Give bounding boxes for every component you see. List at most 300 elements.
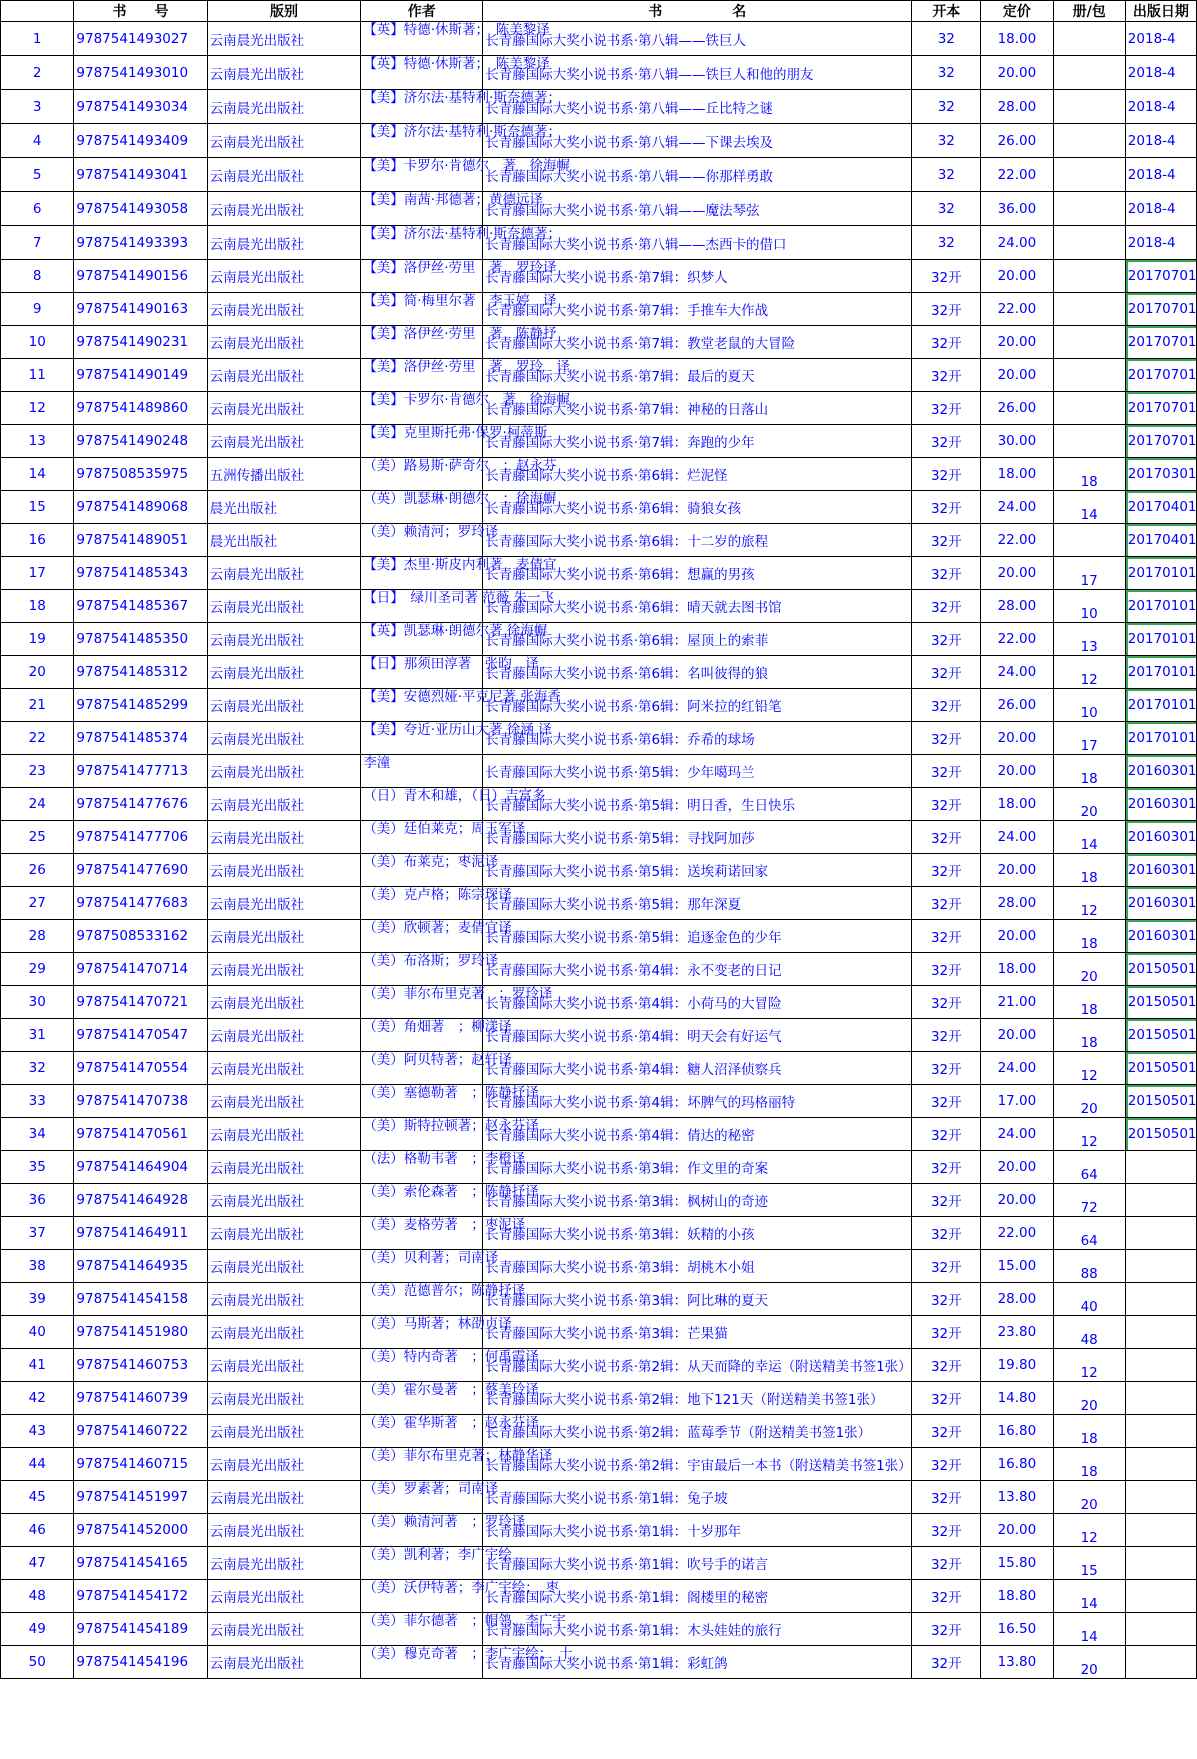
format-cell[interactable]: 32开 <box>912 920 981 953</box>
author-cell[interactable] <box>361 1283 526 1316</box>
author-cell[interactable] <box>361 458 557 491</box>
format-cell[interactable]: 32开 <box>912 1580 981 1613</box>
publisher-cell[interactable]: 云南晨光出版社 <box>207 920 361 953</box>
row-number[interactable]: 31 <box>1 1019 74 1052</box>
price-cell[interactable]: 18.00 <box>981 953 1053 986</box>
isbn-cell[interactable]: 9787541490163 <box>74 293 207 326</box>
author-cell[interactable] <box>361 124 561 158</box>
format-cell[interactable]: 32 <box>912 90 981 124</box>
date-cell[interactable] <box>1125 1250 1196 1283</box>
date-cell[interactable]: 2018-4 <box>1125 226 1196 260</box>
date-cell[interactable] <box>1125 1217 1196 1250</box>
author-cell[interactable] <box>361 788 546 821</box>
row-number[interactable]: 27 <box>1 887 74 920</box>
row-number[interactable]: 15 <box>1 491 74 524</box>
publisher-cell[interactable]: 云南晨光出版社 <box>207 1151 361 1184</box>
format-cell[interactable]: 32开 <box>912 1217 981 1250</box>
date-cell[interactable]: 20170101 <box>1125 590 1196 623</box>
author-cell[interactable] <box>361 986 553 1019</box>
format-cell[interactable]: 32开 <box>912 1184 981 1217</box>
title-cell[interactable]: 长青藤国际大奖小说书系·第5辑：那年深夏 <box>483 887 912 920</box>
isbn-cell[interactable]: 9787541490248 <box>74 425 207 458</box>
isbn-cell[interactable]: 9787541493041 <box>74 158 207 192</box>
date-cell[interactable]: 20160301 <box>1125 788 1196 821</box>
title-cell[interactable]: 长青藤国际大奖小说书系·第6辑：想赢的男孩 <box>483 557 912 590</box>
row-number[interactable]: 41 <box>1 1349 74 1382</box>
publisher-cell[interactable]: 云南晨光出版社 <box>207 1019 361 1052</box>
author-cell[interactable] <box>361 1415 539 1448</box>
isbn-cell[interactable]: 9787508533162 <box>74 920 207 953</box>
author-cell[interactable] <box>361 821 526 854</box>
price-cell[interactable]: 18.80 <box>981 1580 1053 1613</box>
title-cell[interactable]: 长青藤国际大奖小说书系·第八辑——杰西卡的借口 <box>483 226 912 260</box>
row-number[interactable]: 14 <box>1 458 74 491</box>
date-cell[interactable]: 20170101 <box>1125 656 1196 689</box>
row-number[interactable]: 38 <box>1 1250 74 1283</box>
author-cell[interactable] <box>361 1184 539 1217</box>
price-cell[interactable]: 19.80 <box>981 1349 1053 1382</box>
format-cell[interactable]: 32开 <box>912 755 981 788</box>
row-number[interactable]: 49 <box>1 1613 74 1646</box>
isbn-cell[interactable]: 9787541485343 <box>74 557 207 590</box>
format-cell[interactable]: 32开 <box>912 524 981 557</box>
publisher-cell[interactable]: 云南晨光出版社 <box>207 1613 361 1646</box>
date-cell[interactable]: 20170101 <box>1125 689 1196 722</box>
date-cell[interactable]: 20170101 <box>1125 623 1196 656</box>
qty-cell[interactable] <box>1053 425 1125 458</box>
row-number[interactable]: 17 <box>1 557 74 590</box>
isbn-cell[interactable]: 9787541493058 <box>74 192 207 226</box>
author-cell[interactable] <box>361 953 499 986</box>
date-cell[interactable]: 2018-4 <box>1125 192 1196 226</box>
row-number[interactable]: 9 <box>1 293 74 326</box>
isbn-cell[interactable]: 9787541493393 <box>74 226 207 260</box>
price-cell[interactable]: 20.00 <box>981 1184 1053 1217</box>
publisher-cell[interactable]: 云南晨光出版社 <box>207 1250 361 1283</box>
publisher-cell[interactable]: 云南晨光出版社 <box>207 260 361 293</box>
publisher-cell[interactable]: 云南晨光出版社 <box>207 755 361 788</box>
author-cell[interactable] <box>361 293 557 326</box>
qty-cell[interactable]: 17 <box>1053 722 1125 755</box>
qty-cell[interactable] <box>1053 192 1125 226</box>
isbn-cell[interactable]: 9787541485350 <box>74 623 207 656</box>
row-number[interactable]: 50 <box>1 1646 74 1679</box>
publisher-cell[interactable]: 云南晨光出版社 <box>207 557 361 590</box>
header-title[interactable]: 书 名 <box>483 1 912 22</box>
title-cell[interactable]: 长青藤国际大奖小说书系·第八辑——魔法琴弦 <box>483 192 912 226</box>
publisher-cell[interactable]: 云南晨光出版社 <box>207 689 361 722</box>
qty-cell[interactable]: 14 <box>1053 491 1125 524</box>
date-cell[interactable]: 20150501 <box>1125 1019 1196 1052</box>
row-number[interactable]: 6 <box>1 192 74 226</box>
date-cell[interactable] <box>1125 1547 1196 1580</box>
format-cell[interactable]: 32开 <box>912 458 981 491</box>
isbn-cell[interactable]: 9787541451980 <box>74 1316 207 1349</box>
date-cell[interactable] <box>1125 1349 1196 1382</box>
format-cell[interactable]: 32开 <box>912 1316 981 1349</box>
row-number[interactable]: 46 <box>1 1514 74 1547</box>
format-cell[interactable]: 32开 <box>912 1085 981 1118</box>
publisher-cell[interactable]: 云南晨光出版社 <box>207 722 361 755</box>
author-cell[interactable] <box>361 1514 526 1547</box>
publisher-cell[interactable]: 云南晨光出版社 <box>207 1448 361 1481</box>
format-cell[interactable]: 32开 <box>912 1415 981 1448</box>
qty-cell[interactable]: 88 <box>1053 1250 1125 1283</box>
price-cell[interactable]: 14.80 <box>981 1382 1053 1415</box>
qty-cell[interactable]: 20 <box>1053 953 1125 986</box>
qty-cell[interactable]: 14 <box>1053 1613 1125 1646</box>
price-cell[interactable]: 28.00 <box>981 1283 1053 1316</box>
date-cell[interactable]: 2018-4 <box>1125 90 1196 124</box>
publisher-cell[interactable]: 云南晨光出版社 <box>207 1283 361 1316</box>
row-number[interactable]: 16 <box>1 524 74 557</box>
row-number[interactable]: 40 <box>1 1316 74 1349</box>
isbn-cell[interactable]: 9787541464904 <box>74 1151 207 1184</box>
date-cell[interactable]: 20170701 <box>1125 260 1196 293</box>
price-cell[interactable]: 24.00 <box>981 1118 1053 1151</box>
publisher-cell[interactable]: 云南晨光出版社 <box>207 1217 361 1250</box>
qty-cell[interactable]: 15 <box>1053 1547 1125 1580</box>
publisher-cell[interactable]: 云南晨光出版社 <box>207 293 361 326</box>
author-cell[interactable] <box>361 920 512 953</box>
price-cell[interactable]: 18.00 <box>981 788 1053 821</box>
row-number[interactable]: 42 <box>1 1382 74 1415</box>
price-cell[interactable]: 16.80 <box>981 1448 1053 1481</box>
title-cell[interactable]: 长青藤国际大奖小说书系·第7辑：手推车大作战 <box>483 293 912 326</box>
row-number[interactable]: 11 <box>1 359 74 392</box>
author-cell[interactable] <box>361 1151 526 1184</box>
price-cell[interactable]: 28.00 <box>981 90 1053 124</box>
date-cell[interactable]: 20170101 <box>1125 722 1196 755</box>
row-number[interactable]: 25 <box>1 821 74 854</box>
date-cell[interactable]: 20170401 <box>1125 524 1196 557</box>
row-number[interactable]: 7 <box>1 226 74 260</box>
qty-cell[interactable] <box>1053 260 1125 293</box>
author-cell[interactable] <box>361 359 571 392</box>
title-cell[interactable]: 长青藤国际大奖小说书系·第5辑：寻找阿加莎 <box>483 821 912 854</box>
format-cell[interactable]: 32开 <box>912 1481 981 1514</box>
date-cell[interactable] <box>1125 1514 1196 1547</box>
date-cell[interactable] <box>1125 1613 1196 1646</box>
title-cell[interactable]: 长青藤国际大奖小说书系·第3辑：胡桃木小姐 <box>483 1250 912 1283</box>
author-cell[interactable] <box>361 158 571 192</box>
isbn-cell[interactable]: 9787541485374 <box>74 722 207 755</box>
author-cell[interactable] <box>361 56 550 90</box>
title-cell[interactable]: 长青藤国际大奖小说书系·第4辑：明天会有好运气 <box>483 1019 912 1052</box>
format-cell[interactable]: 32开 <box>912 1382 981 1415</box>
row-number[interactable]: 36 <box>1 1184 74 1217</box>
publisher-cell[interactable]: 云南晨光出版社 <box>207 1646 361 1679</box>
date-cell[interactable]: 20170101 <box>1125 557 1196 590</box>
author-cell[interactable] <box>361 22 550 56</box>
author-cell[interactable] <box>361 1085 539 1118</box>
row-number[interactable]: 23 <box>1 755 74 788</box>
publisher-cell[interactable]: 云南晨光出版社 <box>207 1052 361 1085</box>
date-cell[interactable]: 20150501 <box>1125 1085 1196 1118</box>
date-cell[interactable] <box>1125 1415 1196 1448</box>
author-cell[interactable] <box>361 1382 539 1415</box>
format-cell[interactable]: 32 <box>912 158 981 192</box>
format-cell[interactable]: 32开 <box>912 1646 981 1679</box>
title-cell[interactable]: 长青藤国际大奖小说书系·第5辑：明日香，生日快乐 <box>483 788 912 821</box>
title-cell[interactable]: 长青藤国际大奖小说书系·第5辑：追逐金色的少年 <box>483 920 912 953</box>
format-cell[interactable]: 32开 <box>912 425 981 458</box>
title-cell[interactable]: 长青藤国际大奖小说书系·第6辑：乔希的球场 <box>483 722 912 755</box>
format-cell[interactable]: 32开 <box>912 1151 981 1184</box>
isbn-cell[interactable]: 9787541493010 <box>74 56 207 90</box>
isbn-cell[interactable]: 9787541490231 <box>74 326 207 359</box>
isbn-cell[interactable]: 9787541490149 <box>74 359 207 392</box>
format-cell[interactable]: 32开 <box>912 260 981 293</box>
price-cell[interactable]: 13.80 <box>981 1481 1053 1514</box>
row-number[interactable]: 44 <box>1 1448 74 1481</box>
format-cell[interactable]: 32开 <box>912 1283 981 1316</box>
title-cell[interactable]: 长青藤国际大奖小说书系·第4辑：永不变老的日记 <box>483 953 912 986</box>
date-cell[interactable]: 20150501 <box>1125 953 1196 986</box>
author-cell[interactable] <box>361 854 499 887</box>
title-cell[interactable]: 长青藤国际大奖小说书系·第6辑：十二岁的旅程 <box>483 524 912 557</box>
price-cell[interactable]: 28.00 <box>981 590 1053 623</box>
format-cell[interactable]: 32 <box>912 192 981 226</box>
format-cell[interactable]: 32开 <box>912 293 981 326</box>
format-cell[interactable]: 32 <box>912 124 981 158</box>
isbn-cell[interactable]: 9787541477683 <box>74 887 207 920</box>
isbn-cell[interactable]: 9787541460715 <box>74 1448 207 1481</box>
title-cell[interactable]: 长青藤国际大奖小说书系·第3辑：作文里的奇案 <box>483 1151 912 1184</box>
format-cell[interactable]: 32开 <box>912 887 981 920</box>
row-number[interactable]: 3 <box>1 90 74 124</box>
price-cell[interactable]: 36.00 <box>981 192 1053 226</box>
price-cell[interactable]: 18.00 <box>981 458 1053 491</box>
publisher-cell[interactable]: 云南晨光出版社 <box>207 623 361 656</box>
row-number[interactable]: 4 <box>1 124 74 158</box>
date-cell[interactable]: 2018-4 <box>1125 124 1196 158</box>
title-cell[interactable]: 长青藤国际大奖小说书系·第7辑：神秘的日落山 <box>483 392 912 425</box>
isbn-cell[interactable]: 9787541460739 <box>74 1382 207 1415</box>
title-cell[interactable]: 长青藤国际大奖小说书系·第1辑：兔子坡 <box>483 1481 912 1514</box>
row-number[interactable]: 8 <box>1 260 74 293</box>
price-cell[interactable]: 20.00 <box>981 755 1053 788</box>
price-cell[interactable]: 17.00 <box>981 1085 1053 1118</box>
isbn-cell[interactable]: 9787541451997 <box>74 1481 207 1514</box>
date-cell[interactable]: 20170301 <box>1125 458 1196 491</box>
qty-cell[interactable]: 12 <box>1053 1118 1125 1151</box>
price-cell[interactable]: 20.00 <box>981 260 1053 293</box>
row-number[interactable]: 1 <box>1 22 74 56</box>
row-number[interactable]: 43 <box>1 1415 74 1448</box>
date-cell[interactable] <box>1125 1580 1196 1613</box>
author-cell[interactable] <box>361 1349 539 1382</box>
publisher-cell[interactable]: 云南晨光出版社 <box>207 656 361 689</box>
qty-cell[interactable]: 13 <box>1053 623 1125 656</box>
header-publisher[interactable]: 版别 <box>207 1 361 22</box>
title-cell[interactable]: 长青藤国际大奖小说书系·第3辑：妖精的小孩 <box>483 1217 912 1250</box>
qty-cell[interactable]: 20 <box>1053 1382 1125 1415</box>
row-number[interactable]: 5 <box>1 158 74 192</box>
row-number[interactable]: 32 <box>1 1052 74 1085</box>
publisher-cell[interactable]: 云南晨光出版社 <box>207 158 361 192</box>
format-cell[interactable]: 32开 <box>912 326 981 359</box>
author-cell[interactable] <box>361 1580 559 1613</box>
isbn-cell[interactable]: 9787541470547 <box>74 1019 207 1052</box>
qty-cell[interactable]: 12 <box>1053 656 1125 689</box>
date-cell[interactable] <box>1125 1151 1196 1184</box>
isbn-cell[interactable]: 9787541477676 <box>74 788 207 821</box>
date-cell[interactable]: 20170701 <box>1125 425 1196 458</box>
row-number[interactable]: 39 <box>1 1283 74 1316</box>
publisher-cell[interactable]: 晨光出版社 <box>207 491 361 524</box>
row-number[interactable]: 34 <box>1 1118 74 1151</box>
isbn-cell[interactable]: 9787508535975 <box>74 458 207 491</box>
qty-cell[interactable]: 64 <box>1053 1151 1125 1184</box>
date-cell[interactable]: 20150501 <box>1125 1118 1196 1151</box>
author-cell[interactable] <box>361 1118 539 1151</box>
title-cell[interactable]: 长青藤国际大奖小说书系·第4辑：倩达的秘密 <box>483 1118 912 1151</box>
publisher-cell[interactable]: 云南晨光出版社 <box>207 1316 361 1349</box>
format-cell[interactable]: 32开 <box>912 656 981 689</box>
qty-cell[interactable] <box>1053 158 1125 192</box>
author-cell[interactable] <box>361 524 499 557</box>
qty-cell[interactable]: 17 <box>1053 557 1125 590</box>
header-price[interactable]: 定价 <box>981 1 1053 22</box>
publisher-cell[interactable]: 五洲传播出版社 <box>207 458 361 491</box>
qty-cell[interactable] <box>1053 90 1125 124</box>
price-cell[interactable]: 22.00 <box>981 293 1053 326</box>
format-cell[interactable]: 32开 <box>912 1052 981 1085</box>
publisher-cell[interactable]: 云南晨光出版社 <box>207 887 361 920</box>
qty-cell[interactable]: 18 <box>1053 986 1125 1019</box>
title-cell[interactable]: 长青藤国际大奖小说书系·第2辑：从天而降的幸运（附送精美书签1张） <box>483 1349 912 1382</box>
publisher-cell[interactable]: 云南晨光出版社 <box>207 1184 361 1217</box>
row-number[interactable]: 19 <box>1 623 74 656</box>
title-cell[interactable]: 长青藤国际大奖小说书系·第3辑：阿比琳的夏天 <box>483 1283 912 1316</box>
price-cell[interactable]: 22.00 <box>981 1217 1053 1250</box>
format-cell[interactable]: 32开 <box>912 788 981 821</box>
isbn-cell[interactable]: 9787541454158 <box>74 1283 207 1316</box>
author-cell[interactable] <box>361 1019 512 1052</box>
publisher-cell[interactable]: 云南晨光出版社 <box>207 1547 361 1580</box>
isbn-cell[interactable]: 9787541493027 <box>74 22 207 56</box>
isbn-cell[interactable]: 9787541477690 <box>74 854 207 887</box>
price-cell[interactable]: 24.00 <box>981 491 1053 524</box>
date-cell[interactable] <box>1125 1316 1196 1349</box>
isbn-cell[interactable]: 9787541454165 <box>74 1547 207 1580</box>
publisher-cell[interactable]: 云南晨光出版社 <box>207 326 361 359</box>
format-cell[interactable]: 32 <box>912 226 981 260</box>
date-cell[interactable] <box>1125 1646 1196 1679</box>
price-cell[interactable]: 26.00 <box>981 124 1053 158</box>
publisher-cell[interactable]: 云南晨光出版社 <box>207 1514 361 1547</box>
header-format[interactable]: 开本 <box>912 1 981 22</box>
author-cell[interactable] <box>361 1316 512 1349</box>
date-cell[interactable] <box>1125 1283 1196 1316</box>
row-number[interactable]: 28 <box>1 920 74 953</box>
publisher-cell[interactable]: 云南晨光出版社 <box>207 56 361 90</box>
title-cell[interactable]: 长青藤国际大奖小说书系·第八辑——下课去埃及 <box>483 124 912 158</box>
qty-cell[interactable] <box>1053 392 1125 425</box>
row-number[interactable]: 12 <box>1 392 74 425</box>
qty-cell[interactable]: 12 <box>1053 1052 1125 1085</box>
title-cell[interactable]: 长青藤国际大奖小说书系·第6辑：名叫彼得的狼 <box>483 656 912 689</box>
format-cell[interactable]: 32开 <box>912 491 981 524</box>
isbn-cell[interactable]: 9787541489051 <box>74 524 207 557</box>
isbn-cell[interactable]: 9787541454172 <box>74 1580 207 1613</box>
isbn-cell[interactable]: 9787541485367 <box>74 590 207 623</box>
isbn-cell[interactable]: 9787541452000 <box>74 1514 207 1547</box>
title-cell[interactable]: 长青藤国际大奖小说书系·第6辑：骑狼女孩 <box>483 491 912 524</box>
qty-cell[interactable]: 10 <box>1053 590 1125 623</box>
row-number[interactable]: 18 <box>1 590 74 623</box>
header-no[interactable] <box>1 1 74 22</box>
qty-cell[interactable]: 64 <box>1053 1217 1125 1250</box>
price-cell[interactable]: 20.00 <box>981 359 1053 392</box>
title-cell[interactable]: 长青藤国际大奖小说书系·第1辑：彩虹鸽 <box>483 1646 912 1679</box>
row-number[interactable]: 47 <box>1 1547 74 1580</box>
price-cell[interactable]: 26.00 <box>981 689 1053 722</box>
publisher-cell[interactable]: 云南晨光出版社 <box>207 1580 361 1613</box>
publisher-cell[interactable]: 云南晨光出版社 <box>207 124 361 158</box>
publisher-cell[interactable]: 云南晨光出版社 <box>207 359 361 392</box>
title-cell[interactable]: 长青藤国际大奖小说书系·第4辑：糖人沼泽侦察兵 <box>483 1052 912 1085</box>
qty-cell[interactable]: 18 <box>1053 755 1125 788</box>
title-cell[interactable]: 长青藤国际大奖小说书系·第1辑：吹号手的诺言 <box>483 1547 912 1580</box>
title-cell[interactable]: 长青藤国际大奖小说书系·第八辑——丘比特之谜 <box>483 90 912 124</box>
author-cell[interactable] <box>361 260 557 293</box>
author-cell[interactable] <box>361 192 544 226</box>
publisher-cell[interactable]: 云南晨光出版社 <box>207 821 361 854</box>
qty-cell[interactable]: 12 <box>1053 1514 1125 1547</box>
format-cell[interactable]: 32开 <box>912 986 981 1019</box>
price-cell[interactable]: 13.80 <box>981 1646 1053 1679</box>
qty-cell[interactable] <box>1053 326 1125 359</box>
format-cell[interactable]: 32开 <box>912 854 981 887</box>
author-cell[interactable] <box>361 226 561 260</box>
row-number[interactable]: 2 <box>1 56 74 90</box>
author-cell[interactable] <box>361 656 539 689</box>
date-cell[interactable]: 20160301 <box>1125 755 1196 788</box>
format-cell[interactable]: 32开 <box>912 1613 981 1646</box>
publisher-cell[interactable]: 云南晨光出版社 <box>207 1349 361 1382</box>
isbn-cell[interactable]: 9787541485312 <box>74 656 207 689</box>
price-cell[interactable]: 15.80 <box>981 1547 1053 1580</box>
date-cell[interactable] <box>1125 1184 1196 1217</box>
author-cell[interactable] <box>361 887 512 920</box>
author-cell[interactable] <box>361 90 561 124</box>
title-cell[interactable]: 长青藤国际大奖小说书系·第7辑：教堂老鼠的大冒险 <box>483 326 912 359</box>
author-cell[interactable] <box>361 689 561 722</box>
isbn-cell[interactable]: 9787541460753 <box>74 1349 207 1382</box>
date-cell[interactable]: 2018-4 <box>1125 56 1196 90</box>
row-number[interactable]: 26 <box>1 854 74 887</box>
row-number[interactable]: 10 <box>1 326 74 359</box>
title-cell[interactable]: 长青藤国际大奖小说书系·第2辑：蓝莓季节（附送精美书签1张） <box>483 1415 912 1448</box>
publisher-cell[interactable]: 云南晨光出版社 <box>207 226 361 260</box>
qty-cell[interactable]: 18 <box>1053 458 1125 491</box>
row-number[interactable]: 24 <box>1 788 74 821</box>
qty-cell[interactable]: 18 <box>1053 1019 1125 1052</box>
isbn-cell[interactable]: 9787541470738 <box>74 1085 207 1118</box>
title-cell[interactable]: 长青藤国际大奖小说书系·第6辑：屋顶上的索菲 <box>483 623 912 656</box>
qty-cell[interactable]: 10 <box>1053 689 1125 722</box>
qty-cell[interactable] <box>1053 56 1125 90</box>
format-cell[interactable]: 32开 <box>912 1547 981 1580</box>
publisher-cell[interactable]: 云南晨光出版社 <box>207 90 361 124</box>
qty-cell[interactable]: 20 <box>1053 1085 1125 1118</box>
qty-cell[interactable]: 14 <box>1053 821 1125 854</box>
isbn-cell[interactable]: 9787541470721 <box>74 986 207 1019</box>
title-cell[interactable]: 长青藤国际大奖小说书系·第3辑：枫树山的奇迹 <box>483 1184 912 1217</box>
format-cell[interactable]: 32 <box>912 22 981 56</box>
